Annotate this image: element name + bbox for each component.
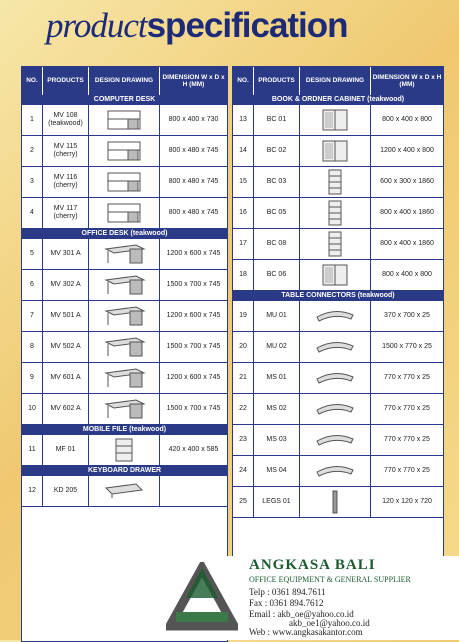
row-number: 11 <box>22 435 43 465</box>
product-code: MS 01 <box>254 363 300 393</box>
computer-desk-icon <box>102 107 146 133</box>
office-desk-icon <box>102 396 146 422</box>
dimension-value: 800 x 400 x 800 <box>382 270 432 278</box>
row-number: 14 <box>233 136 254 166</box>
computer-desk-icon <box>102 169 146 195</box>
design-drawing <box>300 363 371 393</box>
product-code: BC 02 <box>254 136 300 166</box>
row-number: 17 <box>233 229 254 259</box>
row-number: 10 <box>22 394 43 424</box>
dimension-value: 770 x 770 x 25 <box>384 435 430 443</box>
connector-icon <box>313 365 357 391</box>
dimension-value <box>160 476 227 506</box>
design-drawing <box>89 105 160 135</box>
table-row <box>233 487 443 518</box>
dimension-value: 800 x 480 x 745 <box>168 146 219 154</box>
product-code: BC 05 <box>254 198 300 228</box>
dimension-value: 800 x 480 x 745 <box>168 177 219 185</box>
dimension-value: 800 x 400 x 800 <box>382 115 432 123</box>
row-number: 13 <box>233 105 254 135</box>
dimension-value: 770 x 770 x 25 <box>384 404 430 412</box>
design-drawing <box>89 332 160 362</box>
product-code: MU 02 <box>254 332 300 362</box>
design-drawing <box>89 167 160 197</box>
connector-icon <box>313 427 357 453</box>
company-web[interactable]: Web : www.angkasakantor.com <box>249 627 363 637</box>
header-dimension: DIMENSION W x D x H (MM) <box>162 73 225 88</box>
product-code: MV 601 A <box>43 363 89 393</box>
row-number: 15 <box>233 167 254 197</box>
row-number: 2 <box>22 136 43 166</box>
cabinet-icon <box>313 138 357 164</box>
row-number: 24 <box>233 456 254 486</box>
table-row <box>233 198 443 229</box>
table-row <box>22 332 227 363</box>
dimension-value: 420 x 400 x 585 <box>168 445 219 453</box>
design-drawing <box>300 394 371 424</box>
row-number: 8 <box>22 332 43 362</box>
row-number: 18 <box>233 260 254 290</box>
product-code: MS 03 <box>254 425 300 455</box>
product-code: MF 01 <box>43 435 89 465</box>
right-table-body <box>233 95 443 518</box>
section-title: BOOK & ORDNER CABINET (teakwood) <box>233 95 443 105</box>
design-drawing <box>89 198 160 228</box>
row-number: 9 <box>22 363 43 393</box>
design-drawing <box>300 260 371 290</box>
product-code: MV 501 A <box>43 301 89 331</box>
bookshelf-icon <box>313 200 357 226</box>
company-card <box>162 556 459 640</box>
table-row <box>233 167 443 198</box>
section-title: COMPUTER DESK <box>22 95 227 105</box>
header-design: DESIGN DRAWING <box>89 67 160 95</box>
connector-icon <box>313 396 357 422</box>
table-row <box>233 425 443 456</box>
office-desk-icon <box>102 272 146 298</box>
product-code: MV 502 A <box>43 332 89 362</box>
table-header <box>22 67 227 95</box>
table-row <box>22 476 227 507</box>
row-number: 25 <box>233 487 254 517</box>
section-title: TABLE CONNECTORS (teakwood) <box>233 291 443 301</box>
product-code: MS 02 <box>254 394 300 424</box>
design-drawing <box>89 394 160 424</box>
title-part2: specification <box>146 6 348 45</box>
dimension-value: 600 x 300 x 1860 <box>380 177 434 185</box>
product-code: LEGS 01 <box>254 487 300 517</box>
design-drawing <box>300 425 371 455</box>
dimension-value: 1500 x 700 x 745 <box>166 280 221 288</box>
computer-desk-icon <box>102 138 146 164</box>
header-dimension: DIMENSION W x D x H (MM) <box>372 73 442 88</box>
left-table-body <box>22 95 227 507</box>
design-drawing <box>89 363 160 393</box>
design-drawing <box>300 487 371 517</box>
connector-icon <box>313 303 357 329</box>
section-title: KEYBOARD DRAWER <box>22 466 227 476</box>
mobile-file-icon <box>102 437 146 463</box>
table-row <box>233 363 443 394</box>
product-code: BC 03 <box>254 167 300 197</box>
leg-icon <box>313 489 357 515</box>
table-row <box>22 435 227 466</box>
design-drawing <box>300 332 371 362</box>
office-desk-icon <box>102 334 146 360</box>
table-row <box>22 198 227 229</box>
dimension-value: 770 x 770 x 25 <box>384 466 430 474</box>
design-drawing <box>89 301 160 331</box>
row-number: 5 <box>22 239 43 269</box>
bookshelf-icon <box>313 231 357 257</box>
company-fax: Fax : 0361 894.7612 <box>249 598 324 608</box>
company-tagline: OFFICE EQUIPMENT & GENERAL SUPPLIER <box>249 575 411 584</box>
design-drawing <box>300 198 371 228</box>
row-number: 22 <box>233 394 254 424</box>
row-number: 4 <box>22 198 43 228</box>
dimension-value: 800 x 400 x 1860 <box>380 239 434 247</box>
design-drawing <box>89 136 160 166</box>
row-number: 23 <box>233 425 254 455</box>
office-desk-icon <box>102 303 146 329</box>
section-title: MOBILE FILE (teakwood) <box>22 425 227 435</box>
product-code: BC 06 <box>254 260 300 290</box>
office-desk-icon <box>102 365 146 391</box>
dimension-value: 800 x 400 x 730 <box>168 115 219 123</box>
table-row <box>22 136 227 167</box>
product-code: MV 302 A <box>43 270 89 300</box>
table-row <box>22 363 227 394</box>
row-number: 20 <box>233 332 254 362</box>
product-code: MV 108 (teakwood) <box>43 105 89 135</box>
cabinet-icon <box>313 107 357 133</box>
table-row <box>22 105 227 136</box>
company-email: Email : akb_oe@yahoo.co.id <box>249 609 354 619</box>
table-row <box>22 301 227 332</box>
table-row <box>233 229 443 260</box>
design-drawing <box>300 167 371 197</box>
table-row <box>233 394 443 425</box>
header-no: NO. <box>22 67 43 95</box>
connector-icon <box>313 334 357 360</box>
product-code: BC 01 <box>254 105 300 135</box>
dimension-value: 1200 x 600 x 745 <box>166 249 221 257</box>
header-no: NO. <box>233 67 254 95</box>
row-number: 7 <box>22 301 43 331</box>
dimension-value: 800 x 400 x 1860 <box>380 208 434 216</box>
row-number: 1 <box>22 105 43 135</box>
computer-desk-icon <box>102 200 146 226</box>
connector-icon <box>313 458 357 484</box>
design-drawing <box>300 456 371 486</box>
company-name: ANGKASA BALI <box>249 557 376 573</box>
table-header <box>233 67 443 95</box>
table-row <box>233 105 443 136</box>
table-row <box>233 301 443 332</box>
product-code: MS 04 <box>254 456 300 486</box>
keyboard-drawer-icon <box>102 478 146 504</box>
product-code: BC 08 <box>254 229 300 259</box>
header-design: DESIGN DRAWING <box>300 67 371 95</box>
product-code: MV 115 (cherry) <box>43 136 89 166</box>
section-title: OFFICE DESK (teakwood) <box>22 229 227 239</box>
design-drawing <box>300 301 371 331</box>
dimension-value: 770 x 770 x 25 <box>384 373 430 381</box>
table-row <box>233 260 443 291</box>
dimension-value: 800 x 480 x 745 <box>168 208 219 216</box>
dimension-value: 120 x 120 x 720 <box>382 497 432 505</box>
design-drawing <box>300 105 371 135</box>
design-drawing <box>89 476 160 506</box>
dimension-value: 1500 x 700 x 745 <box>166 342 221 350</box>
row-number: 21 <box>233 363 254 393</box>
company-telp: Telp : 0361 894.7611 <box>249 587 326 597</box>
design-drawing <box>89 435 160 465</box>
table-row <box>22 270 227 301</box>
row-number: 3 <box>22 167 43 197</box>
company-email-2: akb_oe1@yahoo.co.id <box>289 618 370 628</box>
dimension-value: 370 x 700 x 25 <box>384 311 430 319</box>
company-logo-icon <box>166 562 238 634</box>
design-drawing <box>300 136 371 166</box>
row-number: 16 <box>233 198 254 228</box>
table-row <box>233 136 443 167</box>
dimension-value: 1500 x 700 x 745 <box>166 404 221 412</box>
page-title <box>46 6 348 56</box>
design-drawing <box>89 239 160 269</box>
product-code: MV 117 (cherry) <box>43 198 89 228</box>
row-number: 19 <box>233 301 254 331</box>
table-row <box>233 456 443 487</box>
product-code: MV 301 A <box>43 239 89 269</box>
design-drawing <box>300 229 371 259</box>
dimension-value: 1200 x 600 x 745 <box>166 311 221 319</box>
row-number: 12 <box>22 476 43 506</box>
right-spec-table <box>232 66 444 558</box>
row-number: 6 <box>22 270 43 300</box>
product-code: MV 116 (cherry) <box>43 167 89 197</box>
dimension-value: 1200 x 400 x 800 <box>380 146 434 154</box>
dimension-value: 1500 x 770 x 25 <box>382 342 432 350</box>
table-row <box>22 394 227 425</box>
product-code: MU 01 <box>254 301 300 331</box>
title-part1: product <box>46 6 147 45</box>
table-row <box>22 239 227 270</box>
dimension-value: 1200 x 600 x 745 <box>166 373 221 381</box>
bookshelf-icon <box>313 169 357 195</box>
table-row <box>22 167 227 198</box>
header-products: PRODUCTS <box>254 67 300 95</box>
header-products: PRODUCTS <box>43 67 89 95</box>
design-drawing <box>89 270 160 300</box>
product-code: MV 602 A <box>43 394 89 424</box>
cabinet-icon <box>313 262 357 288</box>
office-desk-icon <box>102 241 146 267</box>
table-row <box>233 332 443 363</box>
product-code: KD 205 <box>43 476 89 506</box>
